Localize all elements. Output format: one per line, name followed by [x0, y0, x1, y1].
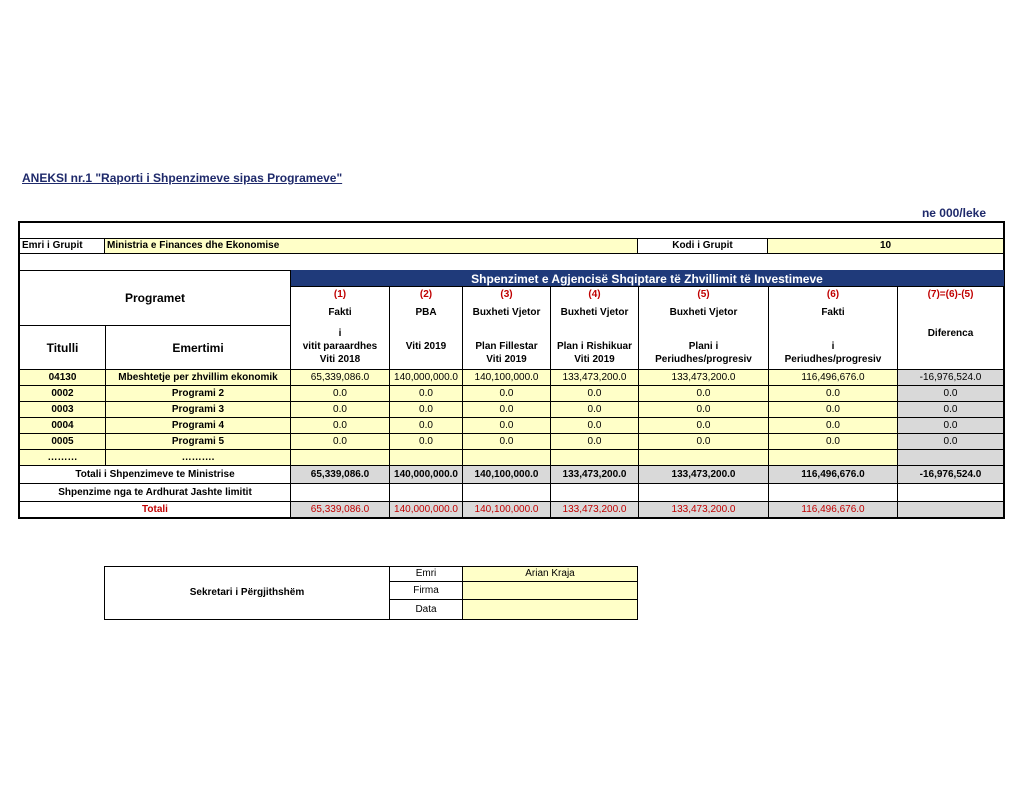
- program-value: 133,473,200.0: [550, 369, 639, 386]
- group-code-value: 10: [767, 238, 1004, 254]
- program-value: 0.0: [550, 417, 639, 434]
- column-sub2: Plani i: [688, 340, 719, 352]
- program-value: 0.0: [638, 401, 769, 418]
- grand-total-value: 140,100,000.0: [462, 501, 551, 518]
- total-ministry-value: 133,473,200.0: [638, 465, 769, 484]
- program-value: 0.0: [290, 417, 390, 434]
- program-code: 0004: [19, 417, 106, 434]
- program-value: [290, 449, 390, 466]
- grand-total-value: 140,000,000.0: [389, 501, 463, 518]
- program-value: 0.0: [550, 385, 639, 402]
- signature-sign-label: Firma: [389, 581, 463, 600]
- grand-total-value: [897, 501, 1004, 518]
- program-value: 0.0: [638, 385, 769, 402]
- column-sub1: [638, 327, 769, 340]
- emertimi-header: Emertimi: [105, 325, 291, 370]
- program-value: 0.0: [638, 417, 769, 434]
- program-value: [638, 449, 769, 466]
- column-sub3: Viti 2019: [574, 353, 615, 365]
- column-sub3: Viti 2018: [319, 353, 361, 365]
- program-name: Programi 2: [105, 385, 291, 402]
- column-name: Buxheti Vjetor: [560, 307, 629, 318]
- outside-limit-value: [897, 483, 1004, 502]
- program-code: 0005: [19, 433, 106, 450]
- column-sub2: vitit paraardhes: [302, 340, 378, 352]
- program-value: [462, 449, 551, 466]
- program-value: 0.0: [768, 433, 898, 450]
- column-sub2: Viti 2019: [405, 340, 447, 352]
- column-sub3: Periudhes/progresiv: [784, 353, 882, 365]
- program-value: -16,976,524.0: [897, 369, 1004, 386]
- program-name: Programi 5: [105, 433, 291, 450]
- column-number: (4): [588, 289, 601, 300]
- program-name: Mbeshtetje per zhvillim ekonomik: [105, 369, 291, 386]
- program-value: [897, 449, 1004, 466]
- group-name-value: Ministria e Finances dhe Ekonomise: [104, 238, 638, 254]
- program-value: 0.0: [768, 401, 898, 418]
- program-value: 140,100,000.0: [462, 369, 551, 386]
- total-ministry-value: 133,473,200.0: [550, 465, 639, 484]
- program-value: 0.0: [768, 417, 898, 434]
- program-value: 0.0: [389, 401, 463, 418]
- page-title: ANEKSI nr.1 "Raporti i Shpenzimeve sipas Programeve": [22, 171, 343, 185]
- signature-date-value: [462, 599, 638, 620]
- column-name: [897, 306, 1004, 320]
- total-ministry-label: Totali i Shpenzimeve te Ministrise: [19, 465, 291, 484]
- program-value: 133,473,200.0: [638, 369, 769, 386]
- program-value: 0.0: [389, 433, 463, 450]
- column-sub2: [897, 340, 1004, 353]
- column-name: PBA: [415, 307, 437, 318]
- column-number: (1): [333, 289, 347, 300]
- outside-limit-value: [462, 483, 551, 502]
- column-sub3: Periudhes/progresiv: [655, 353, 752, 365]
- program-value: 0.0: [897, 401, 1004, 418]
- column-sub2: Plan Fillestar: [475, 340, 538, 352]
- program-code: 0002: [19, 385, 106, 402]
- program-value: [550, 449, 639, 466]
- signature-date-label: Data: [389, 599, 463, 620]
- program-value: 140,000,000.0: [389, 369, 463, 386]
- column-number: (5): [697, 289, 710, 300]
- program-value: 0.0: [462, 385, 551, 402]
- column-number: (2): [419, 289, 433, 300]
- program-name: Programi 3: [105, 401, 291, 418]
- total-ministry-value: 65,339,086.0: [290, 465, 390, 484]
- programet-header: Programet: [19, 270, 291, 326]
- column-sub1: [768, 327, 898, 340]
- program-value: 0.0: [897, 433, 1004, 450]
- program-value: [768, 449, 898, 466]
- column-number: (7)=(6)-(5): [927, 289, 974, 300]
- group-code-label: Kodi i Grupit: [637, 238, 768, 254]
- program-value: [389, 449, 463, 466]
- grand-total-value: 133,473,200.0: [638, 501, 769, 518]
- outside-limit-value: [389, 483, 463, 502]
- program-value: 0.0: [290, 433, 390, 450]
- column-sub1: [389, 327, 463, 340]
- program-value: 0.0: [389, 385, 463, 402]
- total-ministry-value: 140,100,000.0: [462, 465, 551, 484]
- column-sub3: [389, 353, 463, 366]
- unit-label: ne 000/leke: [921, 206, 986, 220]
- program-value: 0.0: [897, 385, 1004, 402]
- grand-total-value: 65,339,086.0: [290, 501, 390, 518]
- program-value: 0.0: [638, 433, 769, 450]
- program-value: 0.0: [462, 433, 551, 450]
- signature-sign-value: [462, 581, 638, 600]
- program-value: 0.0: [897, 417, 1004, 434]
- grand-total-label: Totali: [19, 501, 291, 518]
- column-name: Fakti: [821, 307, 845, 318]
- column-number: (3): [500, 289, 513, 300]
- grand-total-value: 133,473,200.0: [550, 501, 639, 518]
- program-value: 0.0: [389, 417, 463, 434]
- outside-limit-label: Shpenzime nga te Ardhurat Jashte limitit: [19, 483, 291, 502]
- agency-banner: Shpenzimet e Agjencisë Shqiptare të Zhvillimit të Investimeve: [290, 270, 1004, 287]
- program-value: 65,339,086.0: [290, 369, 390, 386]
- outside-limit-value: [550, 483, 639, 502]
- outside-limit-value: [638, 483, 769, 502]
- column-sub1: Diferenca: [927, 327, 974, 339]
- column-sub2: i: [831, 340, 835, 352]
- total-ministry-value: 116,496,676.0: [768, 465, 898, 484]
- program-name: Programi 4: [105, 417, 291, 434]
- program-value: 116,496,676.0: [768, 369, 898, 386]
- program-value: 0.0: [550, 433, 639, 450]
- column-sub3: Viti 2019: [486, 353, 527, 365]
- titulli-header: Titulli: [19, 325, 106, 370]
- group-name-label: Emri i Grupit: [19, 238, 105, 254]
- program-value: 0.0: [290, 401, 390, 418]
- program-value: 0.0: [768, 385, 898, 402]
- signature-name-value: Arian Kraja: [462, 566, 638, 582]
- signature-role: Sekretari i Përgjithshëm: [104, 566, 390, 620]
- column-number: (6): [826, 289, 840, 300]
- column-sub2: Plan i Rishikuar: [556, 340, 633, 352]
- column-sub1: i: [338, 327, 342, 339]
- column-name: Buxheti Vjetor: [669, 307, 738, 318]
- program-name: ……….: [105, 449, 291, 466]
- total-ministry-value: -16,976,524.0: [897, 465, 1004, 484]
- program-code: ………: [19, 449, 106, 466]
- program-code: 0003: [19, 401, 106, 418]
- column-sub1: [462, 327, 551, 340]
- outside-limit-value: [290, 483, 390, 502]
- column-sub3: [897, 353, 1004, 366]
- column-sub1: [550, 327, 639, 340]
- column-name: Fakti: [328, 307, 352, 318]
- program-code: 04130: [19, 369, 106, 386]
- program-value: 0.0: [462, 417, 551, 434]
- grand-total-value: 116,496,676.0: [768, 501, 898, 518]
- program-value: 0.0: [290, 385, 390, 402]
- signature-name-label: Emri: [389, 566, 463, 582]
- outside-limit-value: [768, 483, 898, 502]
- program-value: 0.0: [550, 401, 639, 418]
- total-ministry-value: 140,000,000.0: [389, 465, 463, 484]
- program-value: 0.0: [462, 401, 551, 418]
- column-name: Buxheti Vjetor: [472, 307, 541, 318]
